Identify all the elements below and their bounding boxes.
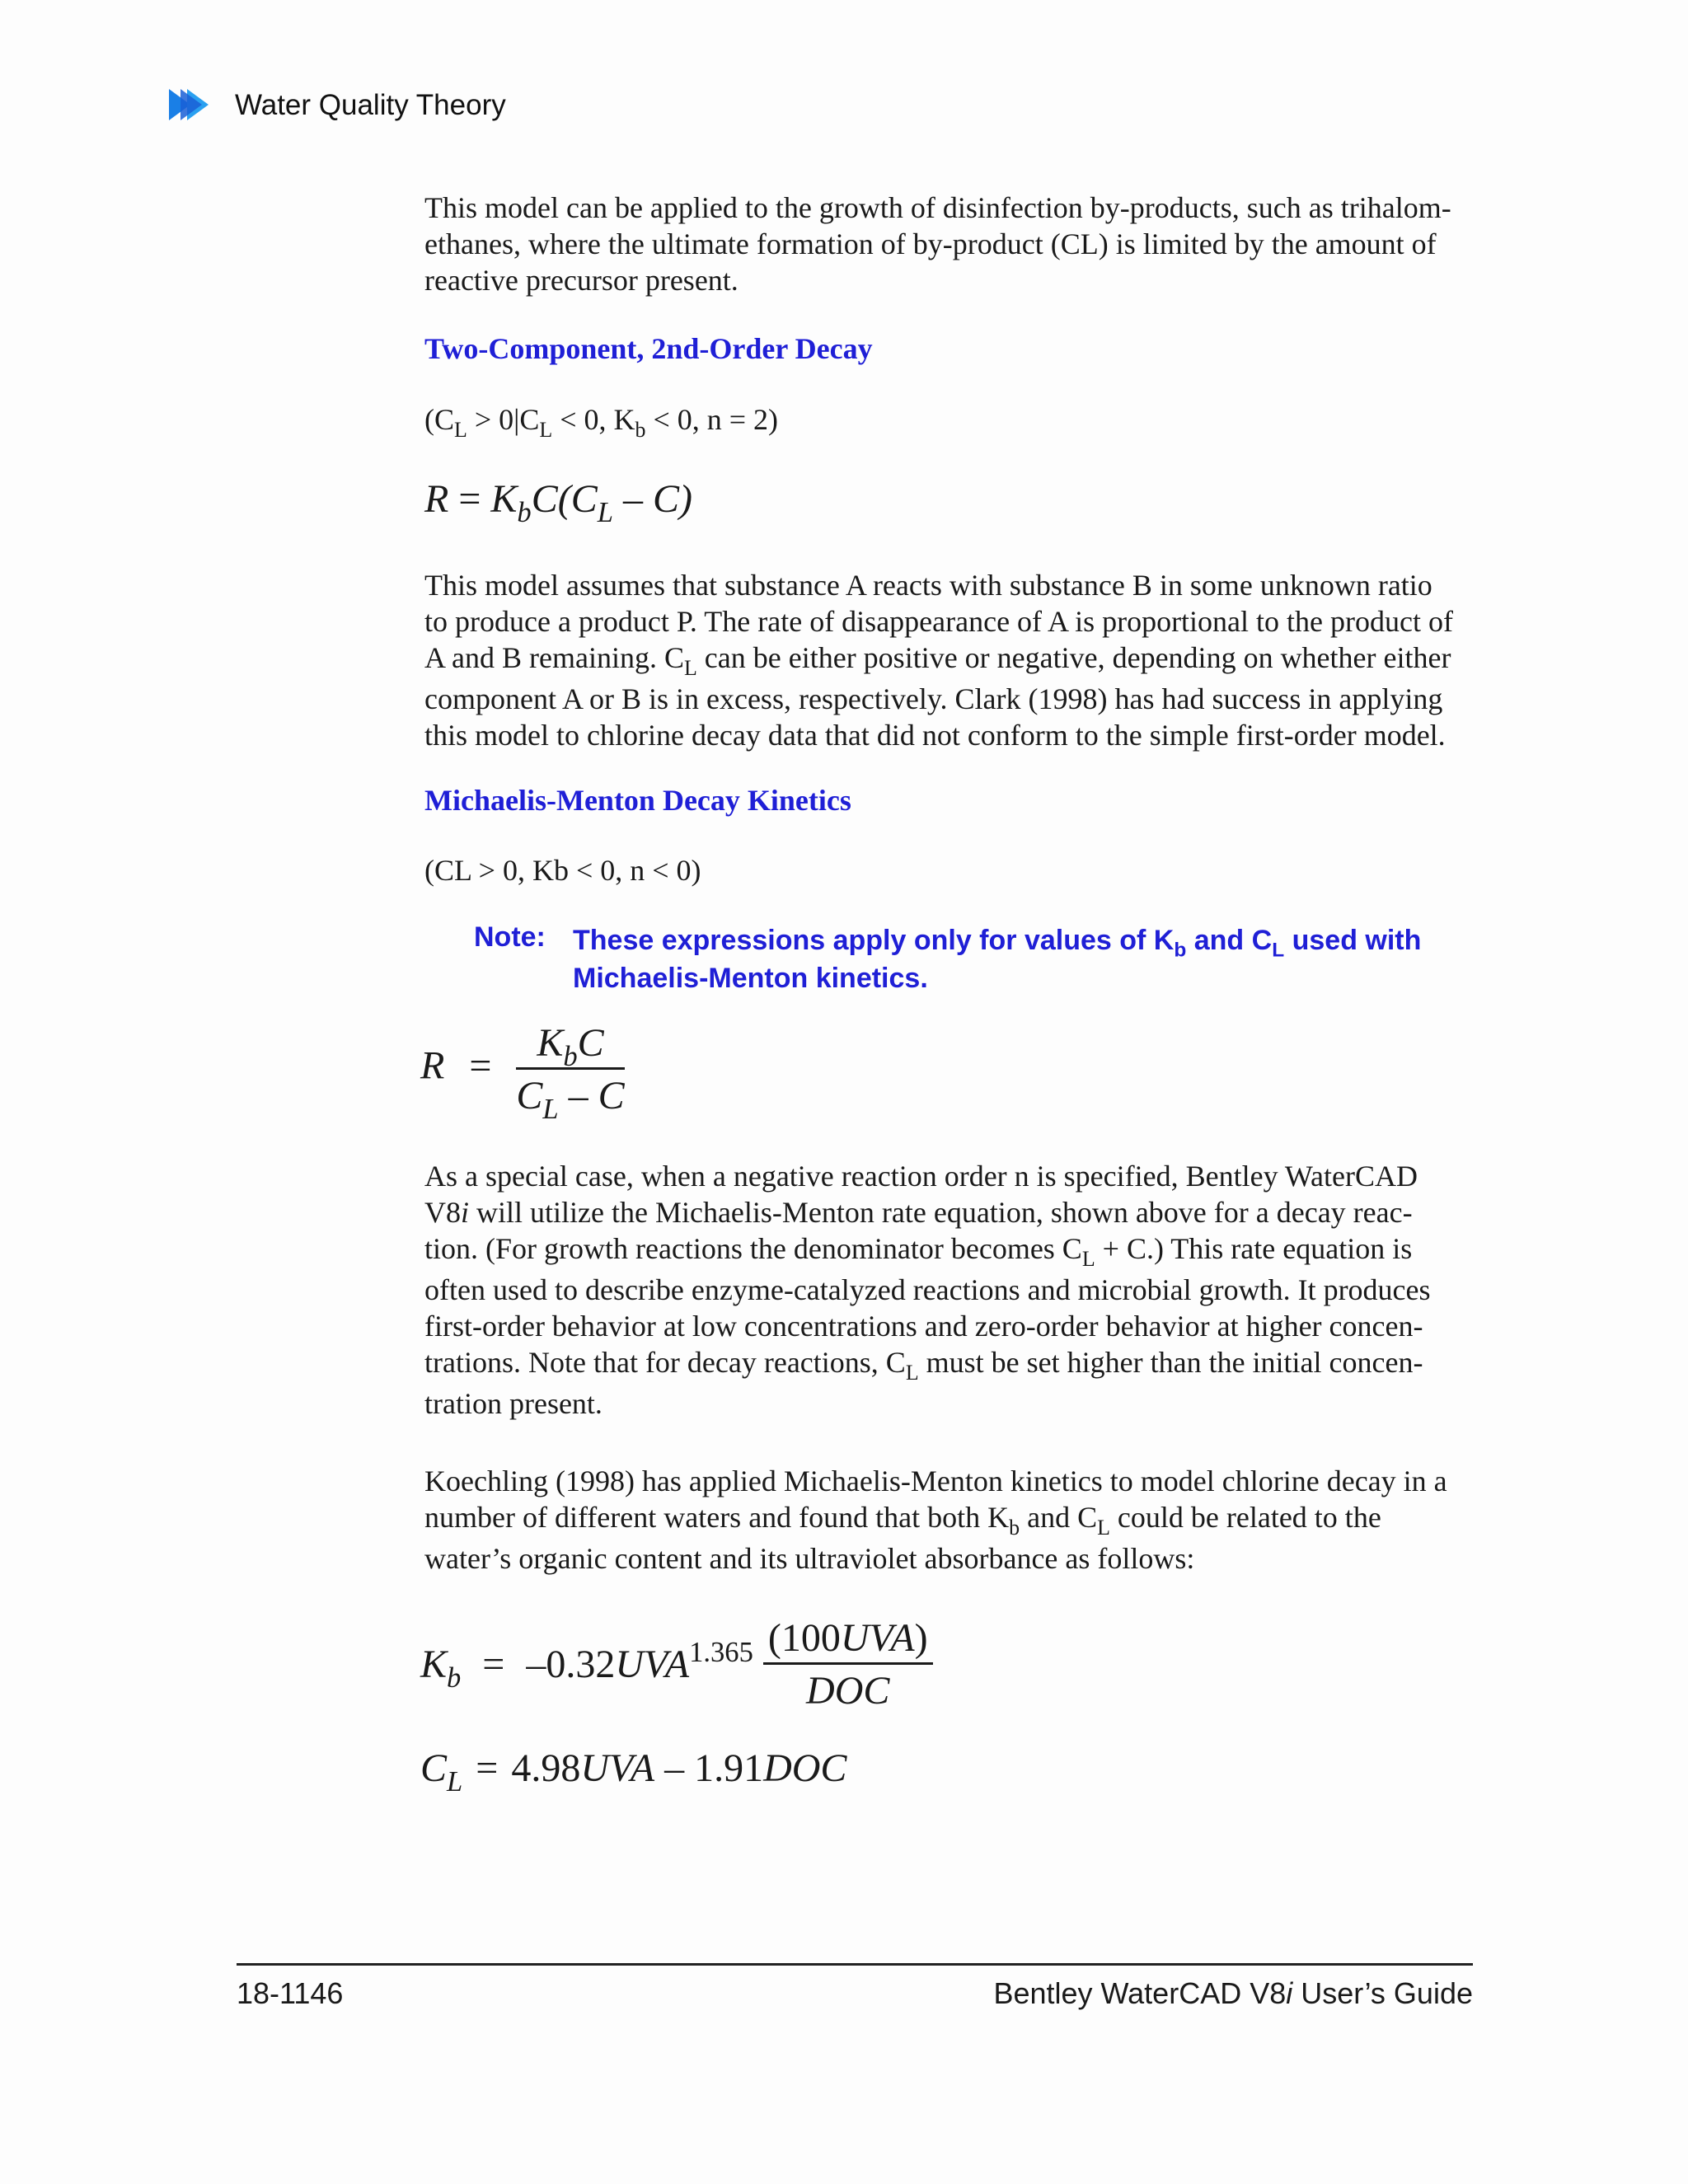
section-heading-michaelis-menton: Michaelis-Menton Decay Kinetics — [424, 784, 851, 817]
equation-second-order: $R = K_bC(C_L - C)$ — [424, 477, 692, 529]
note-text: These expressions apply only for values of $K_b$ and $C_L$ used with Michaelis-Menton kinetics. — [573, 925, 1422, 994]
intro-line: ethanes, where the ultimate formation of by-product (CL) is limited by the amount of — [424, 227, 1437, 260]
michaelis-menton-paragraph: As a special case, when a negative reaction order n is specified, Bentley WaterCAD V8i will utilize the Michaelis-Menton rate equation, shown above for a decay reac- tion. (For growth reactions the denominator becomes $C_L + C$.) This rate equation is often used to describe enzyme-catalyzed reactions and microbial growth. It produces first-order behavior at low concentrations and zero-order behavior at higher concen- trations. Note that for decay reactions, $C_L$ must be set higher than the initial concen- tration present. — [424, 1160, 1431, 1420]
equation-michaelis-menton: R = $\frac{K_bC}{C_L - C}$ — [420, 1021, 625, 1126]
koechling-paragraph: Koechling (1998) has applied Michaelis-Menton kinetics to model chlorine decay in a number of different waters and found that both $K_b$ and $C_L$ could be related to the water’s organic content and its ultraviolet absorbance as follows: — [424, 1465, 1447, 1575]
note-label: Note: — [474, 921, 546, 953]
condition-michaelis-menton: (CL > 0, Kb < 0, n < 0) — [424, 854, 701, 887]
footer-divider — [237, 1963, 1473, 1966]
section-heading-two-component: Two-Component, 2nd-Order Decay — [424, 332, 873, 365]
page-header-title: Water Quality Theory — [235, 89, 506, 121]
intro-paragraph — [424, 190, 1475, 298]
intro-line: reactive precursor present. — [424, 264, 738, 297]
two-component-paragraph: This model assumes that substance A reacts with substance B in some unknown ratio to produce a product P. The rate of disappearance of A is proportional to the product of A and B remaining. $C_L$ can be either positive or negative, depending on whether either component A or B is in excess, respectively. Clark (1998) has had success in applying this model to chlorine decay data that did not conform to the simple first-order model. — [424, 569, 1453, 752]
double-chevron-icon — [169, 86, 222, 124]
intro-line: This model can be applied to the growth of disinfection by-products, such as trihalom- — [424, 191, 1451, 224]
equation-cl: $C_L = 4.98UVA - 1.91DOC$ — [420, 1746, 847, 1798]
condition-two-component: ($C_L > 0|C_L < 0$, $K_b < 0$, n = 2) — [424, 403, 779, 443]
page-number: 18-1146 — [237, 1976, 344, 2010]
equation-kb: $K_b = -0.32UVA^{1.365}$ $\frac{\text{(100UVA)}}{\text{DOC}}$ — [420, 1615, 933, 1713]
guide-title: Bentley WaterCAD V8i User’s Guide — [993, 1976, 1473, 2010]
